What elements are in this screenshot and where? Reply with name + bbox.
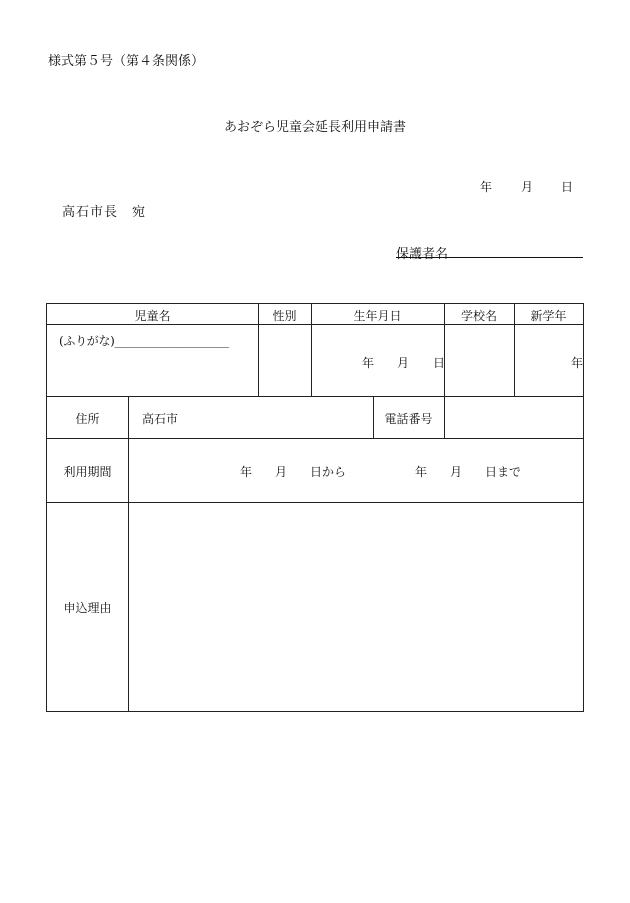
birth-year-label: 年 — [362, 356, 375, 370]
date-month-label: 月 — [521, 180, 534, 194]
addressee: 高石市長 宛 — [62, 205, 147, 220]
address-value[interactable]: 高石市 — [142, 412, 179, 426]
period-from-month: 月 — [275, 465, 288, 479]
gender-field[interactable] — [258, 324, 311, 396]
header-birthdate: 生年月日 — [353, 309, 402, 323]
period-to-month: 月 — [450, 465, 463, 479]
period-from-year: 年 — [240, 465, 253, 479]
header-child-name: 児童名 — [134, 309, 171, 323]
address-label: 住所 — [75, 412, 100, 426]
period-from-day: 日から — [310, 465, 347, 479]
application-table — [46, 303, 584, 712]
school-name-field[interactable] — [444, 324, 514, 396]
period-to-day: 日まで — [485, 465, 522, 479]
period-label: 利用期間 — [63, 465, 112, 479]
header-new-grade: 新学年 — [530, 309, 567, 323]
form-number: 様式第５号（第４条関係） — [48, 54, 205, 69]
grade-unit-label: 年 — [571, 356, 584, 370]
guardian-name-label: 保護者名 — [396, 247, 449, 262]
phone-field[interactable] — [445, 397, 582, 438]
birth-day-label: 日 — [433, 356, 446, 370]
reason-label: 申込理由 — [63, 601, 112, 615]
period-to-year: 年 — [415, 465, 428, 479]
furigana-field[interactable]: (ふりがな)____________________ — [59, 334, 229, 348]
date-day-label: 日 — [561, 180, 574, 194]
guardian-name-line[interactable] — [396, 257, 583, 258]
header-school-name: 学校名 — [460, 309, 497, 323]
document-title: あおぞら児童会延長利用申請書 — [223, 120, 406, 135]
birth-month-label: 月 — [397, 356, 410, 370]
date-year-label: 年 — [480, 180, 493, 194]
header-gender: 性別 — [272, 309, 297, 323]
phone-label: 電話番号 — [384, 412, 433, 426]
reason-field[interactable] — [129, 503, 583, 711]
